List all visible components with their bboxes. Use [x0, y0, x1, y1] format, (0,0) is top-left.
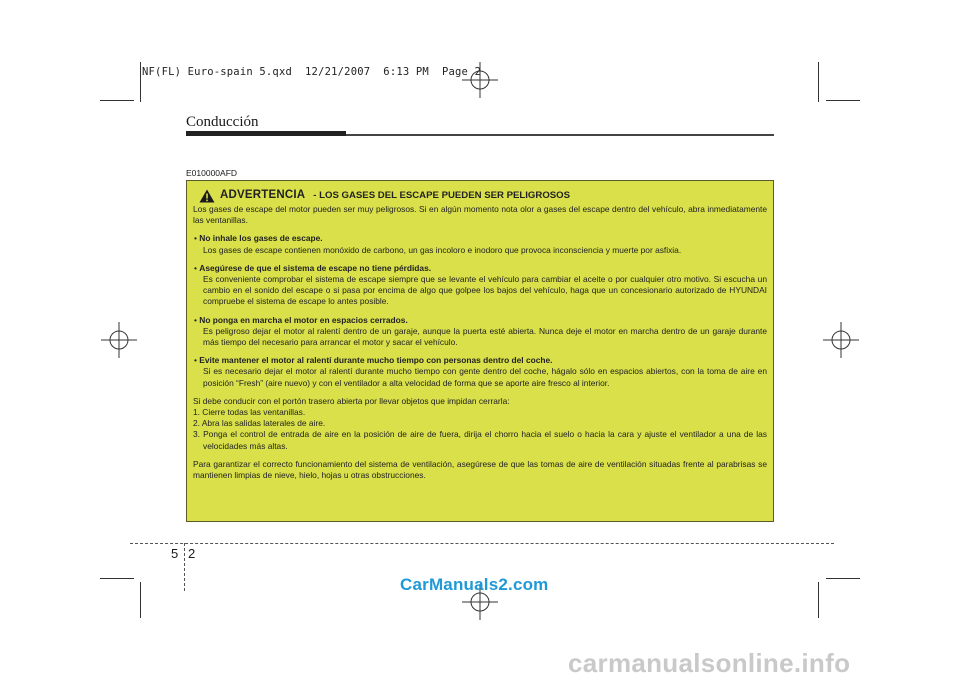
bullet-body: Es peligroso dejar el motor al ralentí dentro de un garaje, aunque la puerta esté abierta. Nunca deje el motor en marcha dentro de un garaje durante más tiempo del necesario para arrancar el motor y sacar el vehículo. [203, 325, 767, 348]
print-slug: NF(FL) Euro-spain 5.qxd 12/21/2007 6:13 PM Page 2 [142, 66, 482, 78]
warning-header [199, 188, 767, 204]
header-rule-thin [346, 134, 774, 136]
page-section-number: 5 [171, 546, 179, 561]
footer-divider [184, 543, 185, 591]
bullet-title: • No ponga en marcha el motor en espacios cerrados. [193, 315, 767, 326]
bullet-body: Los gases de escape contienen monóxido de carbono, un gas incoloro e inodoro que provoca inconsciencia y muerte por asfixia. [203, 244, 682, 255]
section-title: Conducción [186, 114, 259, 130]
crop-mark [818, 62, 819, 102]
step-item: 1. Cierre todas las ventanillas. [193, 407, 306, 418]
crop-mark [818, 582, 819, 618]
warning-intro: Los gases de escape del motor pueden ser muy peligrosos. Si en algún momento nota olor a gases del escape dentro del vehículo, abra inmediatamente las ventanillas. [193, 204, 767, 226]
warning-title: ADVERTENCIA [220, 189, 306, 202]
footer-rule [130, 543, 834, 544]
warning-triangle-icon [199, 189, 215, 203]
crop-mark [100, 578, 134, 579]
header-rule-thick [186, 131, 346, 136]
bullet-title: • Asegúrese de que el sistema de escape no tiene pérdidas. [193, 263, 767, 274]
warning-box [186, 180, 774, 522]
crop-mark [826, 100, 860, 101]
registration-mark-icon [823, 322, 859, 358]
page-number: 2 [188, 546, 196, 561]
crop-mark [140, 62, 141, 102]
step-item: 3. Ponga el control de entrada de aire en la posición de aire de fuera, dirija el chorro hacia el suelo o hacia la cara y ajuste el ventilador a una de las velocidades más altas. [193, 429, 767, 451]
warning-closing: Para garantizar el correcto funcionamiento del sistema de ventilación, asegúrese de que las tomas de aire de ventilación situadas frente al parabrisas se mantienen limpias de nieve, hielo, hojas u otras obstrucciones. [193, 458, 767, 481]
crop-mark [100, 100, 134, 101]
bullet-body: Es conveniente comprobar el sistema de escape siempre que se levante el vehículo para cambiar el aceite o por cualquier otro motivo. Si escucha un cambio en el sonido del escape o si pasa por encima de algo que golpee los bajos del vehículo, haga que un concesionario autorizado de HYUNDAI compruebe el sistema de escape lo antes posible. [203, 274, 767, 307]
crop-mark [826, 578, 860, 579]
registration-mark-icon [462, 62, 498, 98]
document-code: E010000AFD [186, 168, 238, 178]
bullet-title: • Evite mantener el motor al ralentí durante mucho tiempo con personas dentro del coche. [193, 355, 767, 366]
step-item: 2. Abra las salidas laterales de aire. [193, 418, 326, 429]
crop-mark [140, 582, 141, 618]
bullet-title: • No inhale los gases de escape. [193, 233, 767, 244]
watermark-site[interactable]: carmanualsonline.info [568, 648, 851, 678]
watermark-link[interactable]: CarManuals2.com [400, 575, 549, 594]
warning-subtitle: - LOS GASES DEL ESCAPE PUEDEN SER PELIGROSOS [313, 190, 571, 202]
registration-mark-icon [101, 322, 137, 358]
trunk-intro: Si debe conducir con el portón trasero abierta por llevar objetos que impidan cerrarla: [193, 395, 510, 406]
bullet-body: Si es necesario dejar el motor al ralentí durante mucho tiempo con gente dentro del coche, hágalo sólo en espacios abiertos, con la toma de aire en posición “Fresh” (aire nuevo) y con el ventilador a alta velocidad de forma que se aporte aire fresco al interior. [203, 366, 767, 388]
